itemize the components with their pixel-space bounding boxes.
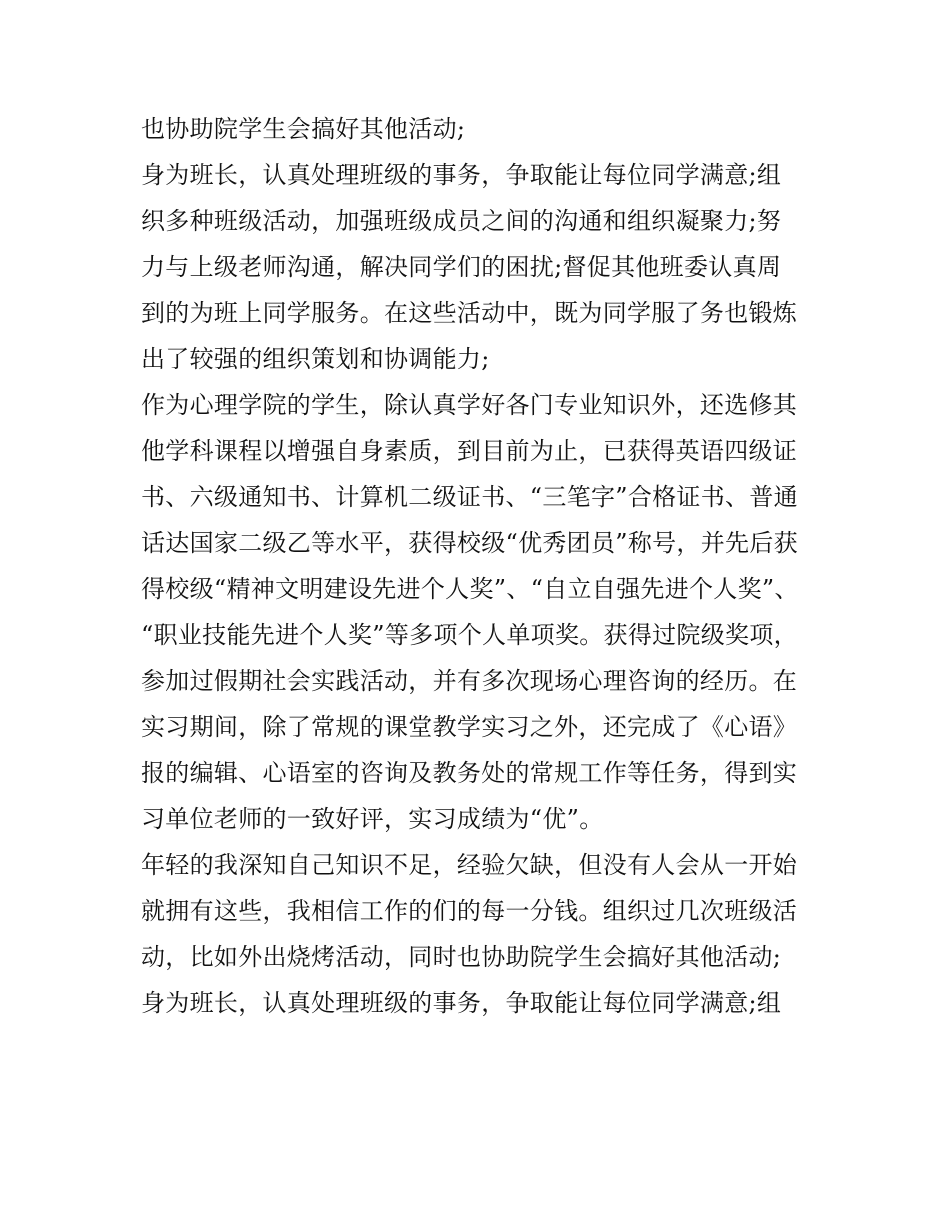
text-line: 参加过假期社会实践活动，并有多次现场心理咨询的经历。在 <box>141 667 798 695</box>
text-line: 织多种班级活动，加强班级成员之间的沟通和组织凝聚力;努 <box>141 207 782 235</box>
text-line: 实习期间，除了常规的课堂教学实习之外，还完成了《心语》 <box>141 713 798 741</box>
text-line: 力与上级老师沟通，解决同学们的困扰;督促其他班委认真周 <box>141 253 782 281</box>
text-line: “职业技能先进个人奖”等多项个人单项奖。获得过院级奖项， <box>141 621 798 649</box>
text-line: 书、六级通知书、计算机二级证书、“三笔字”合格证书、普通 <box>141 483 798 511</box>
text-line: 他学科课程以增强自身素质，到目前为止，已获得英语四级证 <box>141 437 798 465</box>
text-line: 出了较强的组织策划和协调能力; <box>141 345 490 373</box>
text-line: 作为心理学院的学生，除认真学好各门专业知识外，还选修其 <box>141 391 798 419</box>
text-line: 就拥有这些，我相信工作的们的每一分钱。组织过几次班级活 <box>141 897 798 925</box>
text-line: 年轻的我深知自己知识不足，经验欠缺，但没有人会从一开始 <box>141 851 798 879</box>
text-line: 身为班长，认真处理班级的事务，争取能让每位同学满意;组 <box>141 161 782 189</box>
text-line: 习单位老师的一致好评，实习成绩为“优”。 <box>141 805 604 833</box>
document-body <box>141 106 817 1026</box>
text-line: 动，比如外出烧烤活动，同时也协助院学生会搞好其他活动; <box>141 943 782 971</box>
text-line: 报的编辑、心语室的咨询及教务处的常规工作等任务，得到实 <box>141 759 798 787</box>
text-line: 得校级“精神文明建设先进个人奖”、“自立自强先进个人奖”、 <box>141 575 799 603</box>
text-line: 也协助院学生会搞好其他活动; <box>141 115 466 143</box>
text-line: 到的为班上同学服务。在这些活动中，既为同学服了务也锻炼 <box>141 299 798 327</box>
text-line: 话达国家二级乙等水平，获得校级“优秀团员”称号，并先后获 <box>141 529 798 557</box>
text-line: 身为班长，认真处理班级的事务，争取能让每位同学满意;组 <box>141 989 782 1017</box>
